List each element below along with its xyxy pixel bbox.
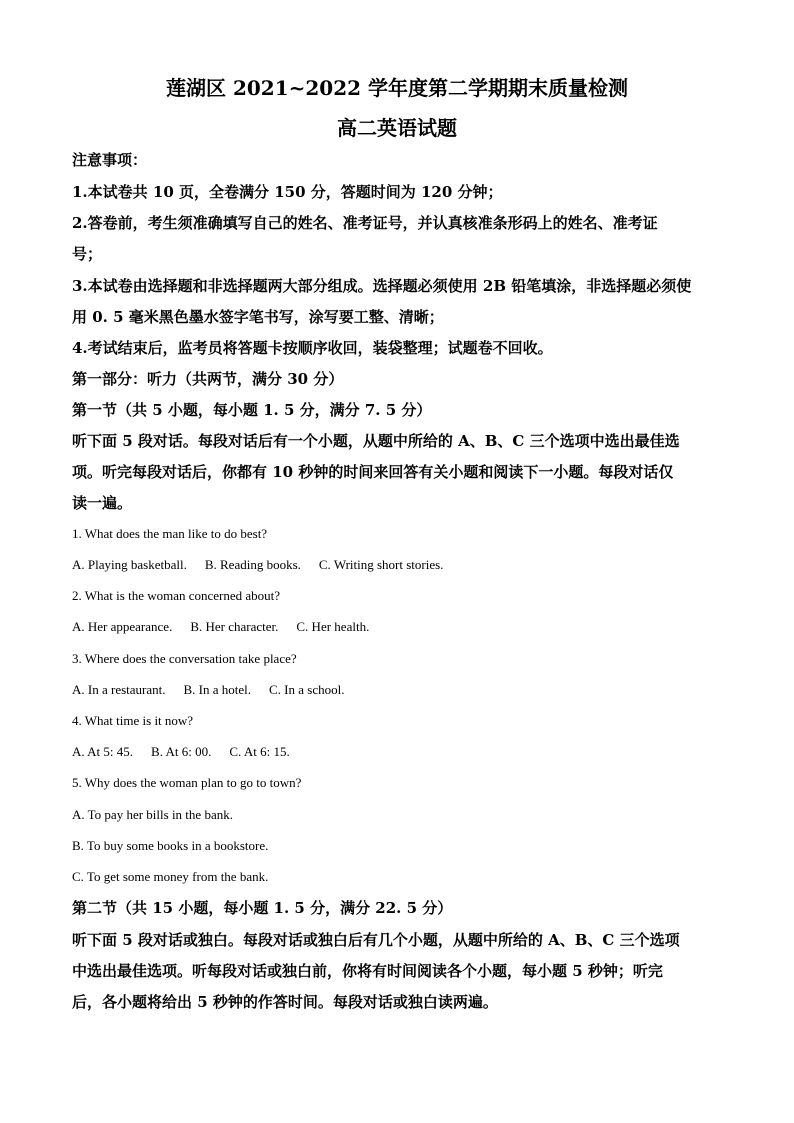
option-b: B. To buy some books in a bookstore. bbox=[72, 838, 269, 853]
part1-heading: 第一部分：听力（共两节，满分 30 分） bbox=[72, 370, 344, 388]
section2-instruction: 听下面 5 段对话或独白。每段对话或独白后有几个小题，从题中所给的 A、B、C 三个选项 bbox=[72, 931, 680, 949]
option-a: A. Her appearance. bbox=[72, 619, 173, 634]
option-b: B. At 6: 00. bbox=[151, 744, 212, 759]
section1-instruction: 项。听完每段对话后，你都有 10 秒钟的时间来回答有关小题和阅读下一小题。每段对话仅 bbox=[72, 463, 674, 481]
question-3-options bbox=[72, 681, 732, 699]
question-1: 1. What does the man like to do best? bbox=[72, 526, 268, 541]
option-c: C. To get some money from the bank. bbox=[72, 869, 269, 884]
exam-title: 莲湖区 2021~2022 学年度第二学期期末质量检测 bbox=[165, 76, 628, 100]
option-a: A. To pay her bills in the bank. bbox=[72, 807, 233, 822]
notice-line: 用 0. 5 毫米黑色墨水签字笔书写，涂写要工整、清晰； bbox=[72, 308, 444, 326]
notice-line: 号； bbox=[72, 245, 103, 263]
question-2: 2. What is the woman concerned about? bbox=[72, 588, 281, 603]
option-a: A. In a restaurant. bbox=[72, 682, 166, 697]
notice-line: 2.答卷前，考生须准确填写自己的姓名、准考证号，并认真核准条形码上的姓名、准考证 bbox=[72, 214, 658, 232]
notice-heading: 注意事项： bbox=[72, 151, 148, 169]
notice-line: 1.本试卷共 10 页，全卷满分 150 分，答题时间为 120 分钟； bbox=[72, 183, 503, 201]
question-4: 4. What time is it now? bbox=[72, 713, 194, 728]
exam-subtitle: 高二英语试题 bbox=[337, 116, 457, 140]
question-3: 3. Where does the conversation take place? bbox=[72, 651, 297, 666]
section1-instruction: 听下面 5 段对话。每段对话后有一个小题，从题中所给的 A、B、C 三个选项中选出最佳选 bbox=[72, 432, 680, 450]
notice-line: 4.考试结束后，监考员将答题卡按顺序收回，装袋整理；试题卷不回收。 bbox=[72, 339, 553, 357]
option-a: A. Playing basketball. bbox=[72, 557, 187, 572]
option-c: C. At 6: 15. bbox=[229, 744, 290, 759]
option-c: C. Her health. bbox=[296, 619, 370, 634]
section1-heading: 第一节（共 5 小题，每小题 1. 5 分，满分 7. 5 分） bbox=[72, 401, 432, 419]
option-b: B. In a hotel. bbox=[183, 682, 252, 697]
section1-instruction: 读一遍。 bbox=[72, 494, 133, 512]
section2-instruction: 后，各小题将给出 5 秒钟的作答时间。每段对话或独白读两遍。 bbox=[72, 993, 498, 1011]
option-c: C. In a school. bbox=[269, 682, 345, 697]
option-b: B. Her character. bbox=[190, 619, 279, 634]
question-1-options bbox=[72, 556, 732, 574]
option-c: C. Writing short stories. bbox=[318, 557, 444, 572]
question-2-options bbox=[72, 618, 732, 636]
question-4-options bbox=[72, 743, 732, 761]
option-a: A. At 5: 45. bbox=[72, 744, 134, 759]
section2-instruction: 中选出最佳选项。听每段对话或独白前，你将有时间阅读各个小题，每小题 5 秒钟；听完 bbox=[72, 962, 663, 980]
section2-heading: 第二节（共 15 小题，每小题 1. 5 分，满分 22. 5 分） bbox=[72, 899, 453, 917]
question-5: 5. Why does the woman plan to go to town? bbox=[72, 775, 302, 790]
option-b: B. Reading books. bbox=[204, 557, 301, 572]
notice-line: 3.本试卷由选择题和非选择题两大部分组成。选择题必须使用 2B 铅笔填涂，非选择题必须使 bbox=[72, 277, 692, 295]
